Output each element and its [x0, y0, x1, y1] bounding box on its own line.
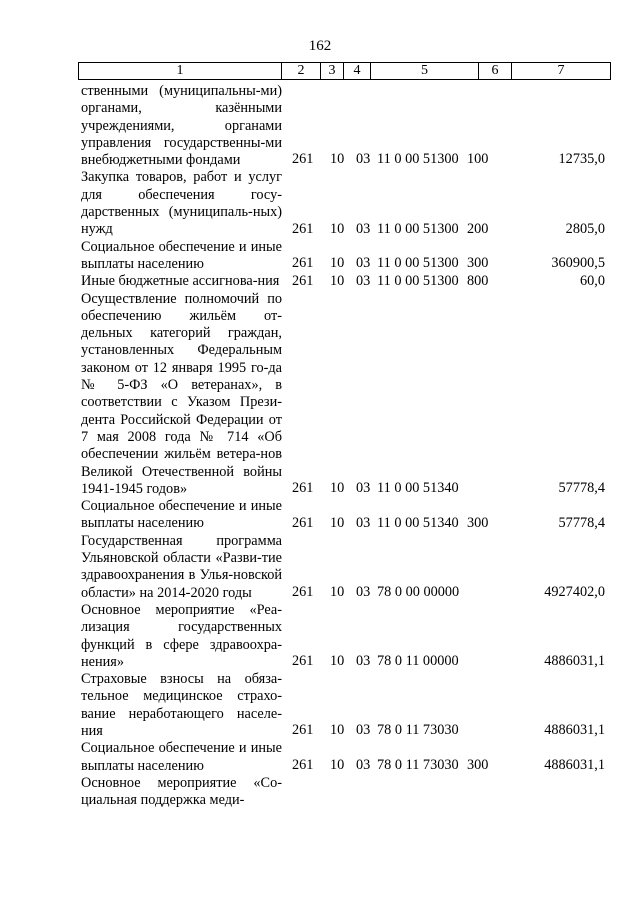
target-article: 11 0 00 51300 — [377, 220, 459, 237]
admin-code: 261 — [292, 220, 314, 237]
amount: 360900,5 — [551, 255, 605, 272]
target-article: 78 0 11 73030 — [377, 756, 459, 773]
header-col-7: 7 — [557, 63, 565, 78]
target-article: 11 0 00 51300 — [377, 151, 459, 168]
row-description: Государственная программа Ульяновской области «Разви-тие здравоохранения в Улья-новской области» на 2014-2020 годы — [81, 532, 282, 601]
section-code: 10 — [330, 722, 345, 739]
amount: 4886031,1 — [544, 653, 605, 670]
expense-type: 300 — [467, 756, 489, 773]
expense-type: 200 — [467, 220, 489, 237]
admin-code: 261 — [292, 514, 314, 531]
row-description: Страховые взносы на обяза-тельное медицинское страхо-вание неработающего населе-ния — [81, 671, 282, 739]
table-row — [0, 498, 640, 533]
admin-code: 261 — [292, 151, 314, 168]
subsection-code: 03 — [356, 151, 371, 168]
row-description: Социальное обеспечение и иные выплаты населению — [81, 498, 282, 532]
table-header — [78, 62, 611, 80]
target-article: 78 0 00 00000 — [377, 583, 460, 600]
row-codes — [0, 480, 640, 497]
row-description: Осуществление полномочий по обеспечению жильём от-дельных категорий граждан, установленных Федеральным законом от 12 января 1995 го-да № 5-ФЗ «О ветеранах», в соответствии с Указом Прези-дента Российской Федерации от 7 мая 2008 года № 714 «Об обеспечении жильём ветера-нов Великой Отечественной войны 1941-1945 годов» — [81, 290, 282, 497]
admin-code: 261 — [292, 756, 314, 773]
subsection-code: 03 — [356, 220, 371, 237]
subsection-code: 03 — [356, 653, 371, 670]
row-codes — [0, 151, 640, 168]
expense-type: 100 — [467, 151, 489, 168]
amount: 4927402,0 — [544, 583, 605, 600]
row-description: Социальное обеспечение и иные выплаты населению — [81, 238, 282, 272]
table-row — [0, 291, 640, 499]
target-article: 11 0 00 51340 — [377, 480, 459, 497]
row-codes — [0, 584, 640, 601]
subsection-code: 03 — [356, 272, 371, 289]
header-col-2: 2 — [282, 63, 321, 79]
section-code: 10 — [330, 583, 345, 600]
header-col-6: 6 — [479, 63, 512, 79]
header-col-1: 1 — [79, 63, 282, 79]
row-codes — [0, 757, 640, 774]
expense-type: 300 — [467, 255, 489, 272]
header-col-4: 4 — [344, 63, 371, 79]
table-row — [0, 273, 640, 290]
row-description: Основное мероприятие «Реа-лизация государственных функций в сфере здравоохра-нения» — [81, 601, 282, 670]
subsection-code: 03 — [356, 722, 371, 739]
admin-code: 261 — [292, 583, 314, 600]
target-article: 78 0 11 73030 — [377, 722, 459, 739]
table-row — [0, 169, 640, 238]
row-description: ственными (муниципальны-ми) органами, казёнными учреждениями, органами управления государственны-ми внебюджетными фондами — [81, 83, 282, 169]
row-description: Основное мероприятие «Со-циальная поддержка меди- — [81, 774, 282, 809]
header-col-5: 5 — [371, 63, 479, 79]
amount: 4886031,1 — [544, 756, 605, 773]
row-codes — [0, 653, 640, 670]
target-article: 11 0 00 51300 — [377, 255, 459, 272]
subsection-code: 03 — [356, 255, 371, 272]
section-code: 10 — [330, 756, 345, 773]
table-row — [0, 83, 640, 169]
row-description: Иные бюджетные ассигнова-ния — [81, 273, 280, 290]
subsection-code: 03 — [356, 480, 371, 497]
section-code: 10 — [330, 480, 345, 497]
amount: 60,0 — [579, 272, 605, 289]
row-codes — [0, 722, 640, 739]
amount: 2805,0 — [565, 220, 605, 237]
expense-type: 300 — [467, 514, 489, 531]
subsection-code: 03 — [356, 583, 371, 600]
admin-code: 261 — [292, 653, 314, 670]
table-row — [0, 533, 640, 602]
subsection-code: 03 — [356, 756, 371, 773]
admin-code: 261 — [292, 480, 314, 497]
table-row — [0, 671, 640, 740]
section-code: 10 — [330, 255, 345, 272]
row-codes — [0, 515, 640, 532]
amount: 57778,4 — [558, 514, 605, 531]
section-code: 10 — [330, 653, 345, 670]
section-code: 10 — [330, 272, 345, 289]
table-body — [0, 83, 640, 809]
row-codes — [0, 255, 640, 272]
expense-type: 800 — [467, 272, 489, 289]
header-col-3: 3 — [321, 63, 344, 79]
admin-code: 261 — [292, 255, 314, 272]
amount: 12735,0 — [558, 151, 605, 168]
target-article: 78 0 11 00000 — [377, 653, 459, 670]
page-number: 162 — [308, 38, 332, 54]
amount: 57778,4 — [558, 480, 605, 497]
table-row — [0, 775, 640, 810]
amount: 4886031,1 — [544, 722, 605, 739]
table-row — [0, 740, 640, 775]
row-description: Социальное обеспечение и иные выплаты населению — [81, 740, 282, 774]
row-codes — [0, 791, 640, 808]
row-codes — [0, 221, 640, 238]
target-article: 11 0 00 51340 — [377, 514, 459, 531]
target-article: 11 0 00 51300 — [377, 272, 459, 289]
table-row — [0, 602, 640, 671]
subsection-code: 03 — [356, 514, 371, 531]
row-codes — [0, 273, 640, 290]
section-code: 10 — [330, 151, 345, 168]
admin-code: 261 — [292, 272, 314, 289]
section-code: 10 — [330, 514, 345, 531]
section-code: 10 — [330, 220, 345, 237]
admin-code: 261 — [292, 722, 314, 739]
row-description: Закупка товаров, работ и услуг для обеспечения госу-дарственных (муниципаль-ных) нужд — [81, 169, 282, 238]
table-row — [0, 239, 640, 274]
